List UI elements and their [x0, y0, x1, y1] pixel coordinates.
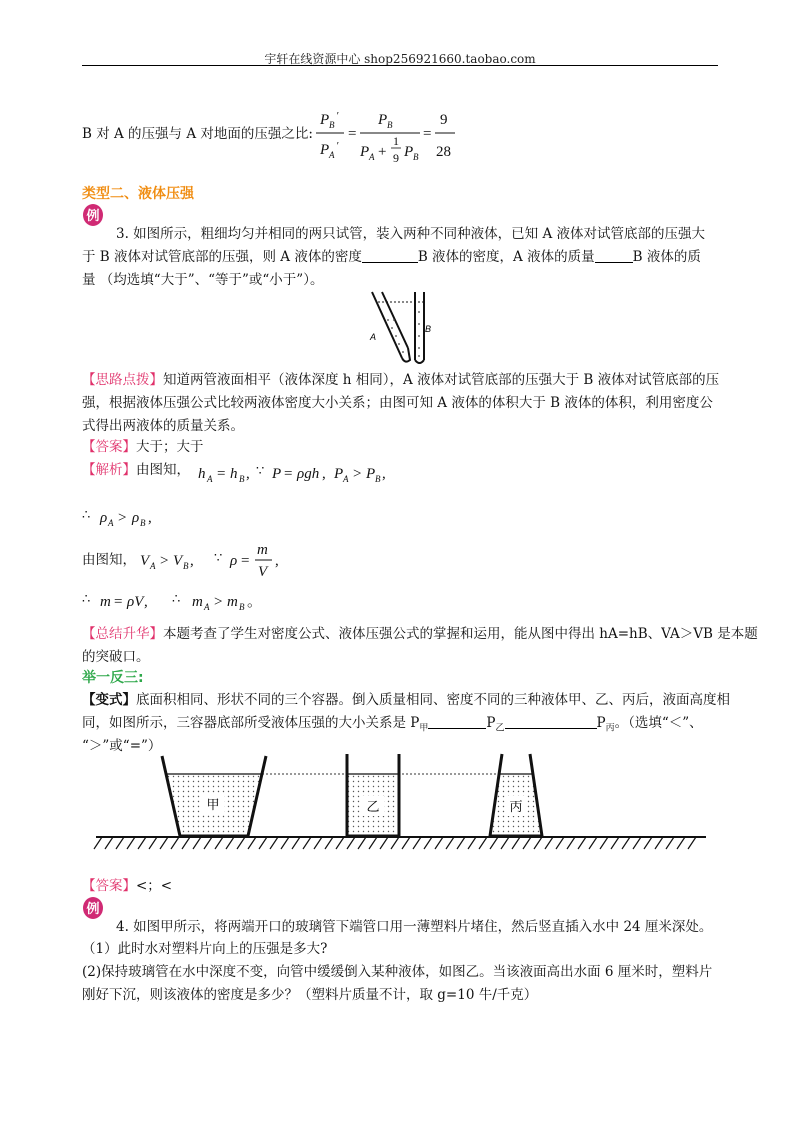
example3-line1: 3. 如图所示，粗细均匀并相同的两只试管，装入两种不同种液体，已知 A 液体对试管底部的压强大 [116, 226, 706, 242]
header-divider [82, 65, 718, 66]
svg-text:A: A [204, 602, 210, 612]
svg-text:乙: 乙 [366, 800, 380, 815]
svg-text:=: = [217, 466, 226, 482]
svg-text:B: B [387, 120, 393, 130]
svg-text:h: h [198, 466, 206, 482]
svg-text:∵: ∵ [214, 550, 223, 565]
svg-text:ρ: ρ [100, 510, 108, 526]
svg-text:例: 例 [86, 209, 100, 224]
blank-density [362, 248, 418, 263]
svg-text:A: A [108, 518, 114, 528]
three-containers-figure [96, 754, 706, 850]
hint-line3: 式得出两液体的质量关系。 [82, 418, 244, 434]
blank-p2 [505, 714, 597, 729]
svg-text:B: B [140, 518, 146, 528]
answer2: 【答案】<；< [82, 878, 173, 894]
ratio-prefix: B 对 A 的压强与 A 对地面的压强之比: [82, 126, 313, 142]
svg-text:>: > [160, 553, 169, 569]
analysis-intro: 【解析】由图知， [82, 462, 190, 478]
svg-text:∵: ∵ [256, 463, 265, 478]
svg-text:∴: ∴ [172, 591, 181, 606]
svg-text:=: = [423, 126, 432, 142]
example4-q2-line1: (2)保持玻璃管在水中深度不变，向管中缓缓倒入某种液体，如图乙。当该液面高出水面 6 厘米时，塑料片 [82, 964, 713, 980]
svg-text:B: B [375, 474, 381, 484]
svg-text:P: P [334, 466, 344, 482]
svg-text:B: B [425, 324, 432, 334]
svg-text:P: P [378, 112, 388, 128]
example-badge-icon [82, 203, 104, 227]
hint-line1: 【思路点拨】知道两管液面相平（液体深度 h 相同），A 液体对试管底部的压强大于 B 液体对试管底部的压 [82, 372, 720, 388]
svg-text:B: B [329, 120, 335, 130]
svg-text:m: m [257, 542, 268, 558]
svg-text:∴: ∴ [82, 507, 91, 522]
answer2-tag: 【答案】 [82, 878, 136, 894]
svg-text:′: ′ [336, 140, 339, 152]
svg-text:ρ: ρ [132, 510, 140, 526]
example3-line3: 量 （均选填“大于”、“等于”或“小于”）。 [82, 272, 324, 288]
analysis-tag: 【解析】 [82, 462, 136, 478]
hint-line2: 强，根据液体压强公式比较两液体密度大小关系；由图可知 A 液体的体积大于 B 液体的体积，利用密度公 [82, 395, 713, 411]
ratio-formula [312, 104, 472, 168]
svg-text:ρgh: ρgh [297, 466, 320, 482]
svg-text:,: , [246, 466, 250, 482]
example4-q1: （1）此时水对塑料片向上的压强是多大? [82, 941, 328, 957]
svg-text:B: B [239, 602, 245, 612]
test-tubes-figure [366, 290, 432, 366]
svg-text:V: V [258, 564, 268, 580]
svg-text:>: > [118, 510, 127, 526]
svg-text:>: > [214, 594, 223, 610]
svg-text:>: > [353, 466, 362, 482]
practice-title: 举一反三: [82, 670, 144, 686]
svg-text:B: B [413, 152, 419, 162]
svg-text:B: B [183, 561, 189, 571]
svg-text:=: = [114, 594, 123, 610]
svg-text:P: P [366, 466, 376, 482]
svg-text:m: m [192, 594, 203, 610]
svg-text:。: 。 [247, 594, 263, 610]
analysis-eq1 [196, 458, 416, 488]
svg-text:甲: 甲 [206, 798, 220, 813]
svg-text:,: , [382, 466, 386, 482]
answer1-tag: 【答案】 [82, 439, 136, 455]
svg-text:V: V [173, 553, 183, 569]
svg-text:28: 28 [436, 144, 451, 160]
page-header: 宇轩在线资源中心 shop256921660.taobao.com [264, 52, 536, 66]
svg-text:m: m [227, 594, 238, 610]
variant-line1: 【变式】底面积相同、形状不同的三个容器。倒入质量相同、密度不同的三种液体甲、乙、丙后，液面高度相 [82, 692, 730, 708]
svg-text:A: A [150, 561, 156, 571]
blank-p1 [428, 714, 486, 729]
svg-text:P: P [404, 144, 414, 160]
svg-text:P: P [320, 112, 330, 128]
variant-tag: 【变式】 [82, 692, 136, 708]
svg-text:丙: 丙 [509, 800, 523, 815]
svg-text:A: A [369, 152, 375, 162]
svg-text:m: m [100, 594, 111, 610]
svg-text:=: = [241, 553, 250, 569]
svg-text:A: A [370, 332, 377, 342]
svg-text:∴: ∴ [82, 591, 91, 606]
svg-text:P: P [320, 142, 330, 158]
svg-text:A: A [207, 474, 213, 484]
svg-text:1: 1 [393, 134, 399, 148]
example4-q2-line2: 刚好下沉，则该液体的密度是多少？（塑料片质量不计，取 g=10 牛/千克） [82, 987, 538, 1003]
section-title: 类型二、液体压强 [82, 186, 194, 202]
summary-line1: 【总结升华】本题考查了学生对密度公式、液体压强公式的掌握和运用，能从图中得出 hA=hB、VA＞VB 是本题 [82, 626, 758, 642]
analysis-eq4 [80, 586, 263, 616]
variant-line2: 同，如图所示，三容器底部所受液体压强的大小关系是 $P_甲$ $P_乙$ $P_丙$。（选填“＜”、 [82, 715, 703, 734]
analysis-eq2 [80, 502, 180, 532]
svg-text:P: P [272, 466, 282, 482]
svg-text:,: , [322, 466, 326, 482]
svg-text:9: 9 [393, 151, 399, 165]
svg-text:例: 例 [86, 902, 100, 917]
svg-text:A: A [343, 474, 349, 484]
svg-text:ρV: ρV [127, 594, 144, 610]
svg-text:P: P [360, 144, 370, 160]
example3-line2: 于 B 液体对试管底部的压强，则 A 液体的密度 B 液体的密度，A 液体的质量 B 液体的质 [82, 249, 701, 265]
svg-text:ρ: ρ [230, 553, 238, 569]
svg-text:=: = [348, 126, 357, 142]
svg-text:,: , [275, 553, 279, 569]
summary-tag: 【总结升华】 [82, 626, 163, 642]
svg-text:+: + [378, 144, 387, 160]
summary-line2: 的突破口。 [82, 649, 150, 665]
analysis-eq3 [138, 538, 298, 582]
svg-text:A: A [329, 150, 335, 160]
svg-text:,: , [190, 553, 194, 569]
analysis-intro2: 由图知， [82, 552, 136, 568]
svg-text:V: V [140, 553, 150, 569]
example-badge-icon [82, 896, 104, 920]
svg-text:9: 9 [440, 112, 448, 128]
svg-text:h: h [230, 466, 238, 482]
hint-tag: 【思路点拨】 [82, 372, 163, 388]
answer1: 【答案】大于；大于 [82, 439, 204, 455]
blank-mass [595, 248, 633, 263]
svg-text:′: ′ [336, 110, 339, 122]
svg-text:=: = [284, 466, 293, 482]
svg-text:B: B [239, 474, 245, 484]
example4-line1: 4. 如图甲所示，将两端开口的玻璃管下端管口用一薄塑料片堵住，然后竖直插入水中 24 厘米深处。 [116, 919, 713, 935]
svg-text:,: , [144, 594, 148, 610]
svg-text:,: , [148, 510, 152, 526]
variant-line3: “＞”或“=”） [82, 738, 162, 754]
